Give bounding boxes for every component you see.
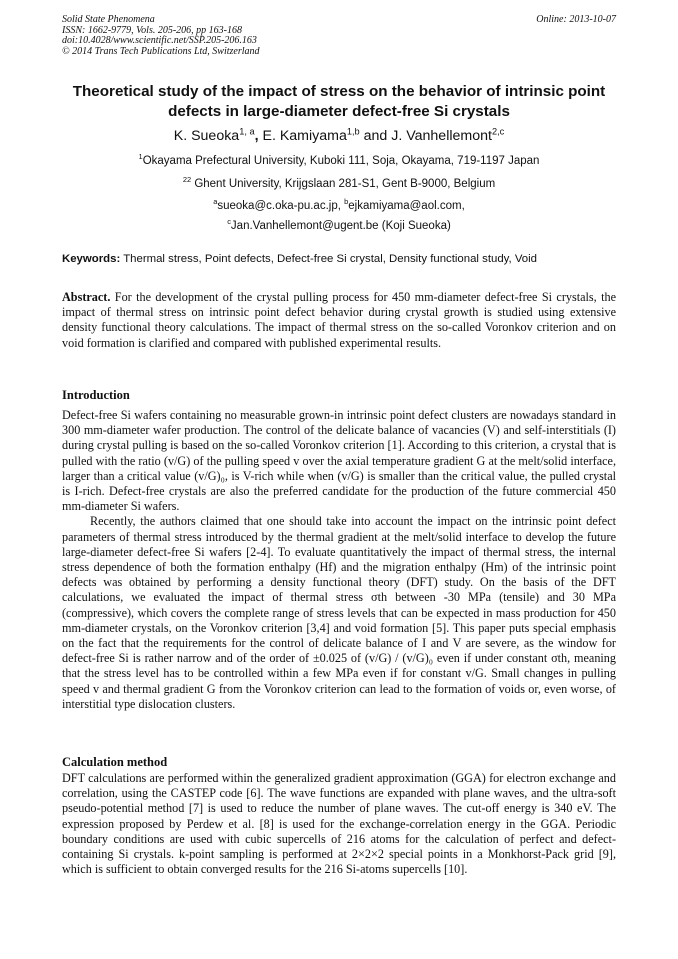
email-c: Jan.Vanhellemont@ugent.be (Koji Sueoka) bbox=[230, 220, 451, 232]
issn-line: ISSN: 1662-9779, Vols. 205-206, pp 163-168 bbox=[62, 24, 242, 36]
introduction-heading: Introduction bbox=[62, 388, 130, 402]
copyright-line: © 2014 Trans Tech Publications Ltd, Switzerland bbox=[62, 45, 260, 57]
introduction-paragraph-2: Recently, the authors claimed that one should take into account the impact on the intrinsic point defect parameters of thermal stress introduced by the thermal gradient at the melt/solid interface to develop the future large-diameter defect-free Si wafers [2-4]. To evaluate quantitatively the impact of thermal stress, the internal stress dependence of both the formation enthalpy (Hf) and the migration enthalpy (Hm) of the intrinsic point defects was obtained by performing a density functional theory (DFT) study. On the basis of the DFT calculations, we evaluated the impact of thermal stress σth between -30 MPa (tensile) and 30 MPa (compressive), which covers the complete range of stress levels that can be expected in mass production for 450 mm-diameter crystals, on the Voronkov criterion [3,4] and void formation [5]. This paper puts special emphasis on the fact that the requirements for the control of delicate balance of I and V are severe, as the window for defect-free Si is rather narrow and of the order of ±0.025 of (v/G) / (v/G)₀ even if under constant σth, meaning that the stress level has to be controlled within a few MPa even if for constant v/G. Small changes in pulling speed v and thermal gradient G from the Voronkov criterion can lead to the formation of voids or, even worse, of interstitial type dislocation clusters. bbox=[62, 514, 616, 711]
calculation-heading: Calculation method bbox=[62, 755, 168, 769]
abstract-label: Abstract. bbox=[62, 290, 111, 304]
introduction-paragraph-1: Defect-free Si wafers containing no measurable grown-in intrinsic point defect clusters are nowadays standard in 300 mm-diameter wafer production. The control of the delicate balance of vacancies (V) and self-interstitials (I) during crystal pulling is based on the so-called Voronkov criterion [1]. According to this criterion, a crystal that is pulled with the ratio (v/G) of the pulling speed v over the axial temperature gradient G at the melt/solid interface, larger than a critical value (v/G)₀, is V-rich while when (v/G) is smaller than the critical value, the pulled crystal is I-rich. Defect-free crystals are also the preferred candidate for the production of the future commercial 450 mm-diameter Si wafers. bbox=[62, 408, 616, 514]
affiliation-1-sup: 1 bbox=[138, 152, 143, 162]
abstract-text: For the development of the crystal pulling process for 450 mm-diameter defect-free Si crystals, the impact of thermal stress on intrinsic point defect behavior during crystal growth is studied using extensive density functional theory calculations. The impact of thermal stress on the so-called Voronkov criterion and on void formation is clarified and compared with published experimental results. bbox=[62, 290, 616, 350]
email-b-sup: b bbox=[344, 197, 349, 207]
affiliation-1-text: Okayama Prefectural University, Kuboki 111, Soja, Okayama, 719-1197 Japan bbox=[142, 155, 540, 167]
keywords-label: Keywords: bbox=[62, 253, 121, 265]
introduction-section bbox=[62, 408, 616, 712]
online-date: Online: 2013-10-07 bbox=[536, 14, 616, 25]
author-list bbox=[62, 127, 616, 145]
doi-line: doi:10.4028/www.scientific.net/SSP.205-206.163 bbox=[62, 35, 257, 46]
author-separator-1: , bbox=[254, 128, 263, 144]
email-line-2 bbox=[62, 219, 616, 234]
affiliation-2-text: Ghent University, Krijgslaan 281-S1, Gent B-9000, Belgium bbox=[191, 178, 496, 190]
author-3-name: J. Vanhellemont bbox=[391, 128, 492, 144]
calculation-paragraph-1: DFT calculations are performed within the generalized gradient approximation (GGA) for electron exchange and correlation, using the CASTEP code [6]. The wave functions are expanded with plane waves, and the ultra-soft pseudo-potential method [7] is used to reduce the number of plane waves. The cut-off energy is 340 eV. The expression proposed by Perdew et al. [8] is used for the exchange-correlation energy in the GGA. Periodic boundary conditions are used with cubic supercells of 216 atoms for the calculation of perfect and defect-containing Si crystals. k-point sampling is performed at 2×2×2 special points in a Monkhorst-Pack grid [9], which is sufficient to obtain converged results for the 216 Si-atoms supercells [10]. bbox=[62, 771, 616, 877]
email-line-1 bbox=[62, 199, 616, 214]
abstract bbox=[62, 290, 616, 351]
email-b: ejkamiyama@aol.com, bbox=[348, 200, 465, 212]
author-2-name: E. Kamiyama bbox=[262, 128, 347, 144]
author-1-name: K. Sueoka bbox=[173, 128, 240, 144]
author-separator-2: and bbox=[359, 128, 392, 144]
calculation-section bbox=[62, 771, 616, 877]
journal-header bbox=[62, 15, 260, 57]
author-3-sup: 2,c bbox=[491, 126, 505, 137]
keywords-line bbox=[62, 252, 616, 267]
email-a: sueoka@c.oka-pu.ac.jp, bbox=[217, 200, 345, 212]
affiliation-2-sup: 22 bbox=[182, 175, 192, 185]
paper-title: Theoretical study of the impact of stress on the behavior of intrinsic point defects in large-diameter defect-free Si crystals bbox=[72, 83, 606, 120]
author-2-sup: 1,b bbox=[346, 126, 360, 137]
author-1-sup: 1, a bbox=[239, 126, 255, 137]
email-c-sup: c bbox=[227, 217, 231, 227]
keywords-text: Thermal stress, Point defects, Defect-free Si crystal, Density functional study, Void bbox=[120, 253, 538, 265]
journal-name: Solid State Phenomena bbox=[62, 14, 155, 25]
affiliation-2 bbox=[62, 177, 616, 192]
email-a-sup: a bbox=[213, 197, 218, 207]
affiliation-1 bbox=[62, 154, 616, 169]
